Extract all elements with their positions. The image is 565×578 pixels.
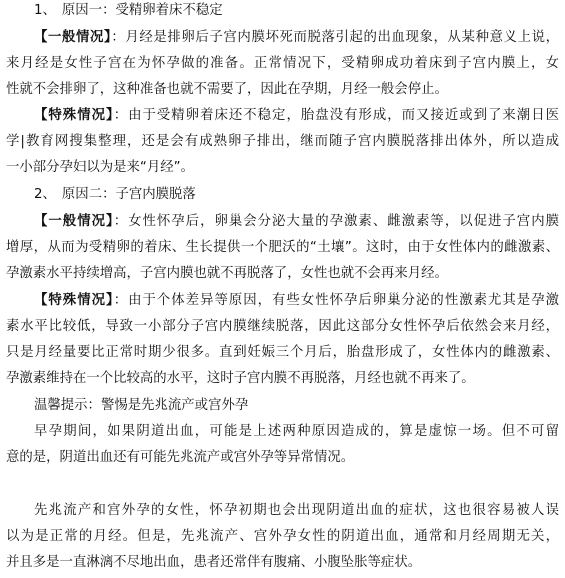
section1-heading-text: 原因一：受精卵着床不稳定 [61,3,223,18]
section1-general-label: 【一般情况】 [34,30,112,45]
section2-special-line1 [6,290,559,312]
tip-para1-line1: 早孕期间，如果阴道出血，可能是上述两种原因造成的，算是虚惊一场。但不可留 [34,424,559,439]
section2-special-line3: 只是月经量要比正常时期少很多。直到妊娠三个月后，胎盘形成了，女性体内的雌激素、 [6,345,559,360]
section2-special-line4: 孕激素维持在一个比较高的水平，这时子宫内膜不再脱落，月经也就不再来了。 [6,371,475,386]
section1-special-line1 [6,105,559,127]
section2-heading-text: 原因二：子宫内膜脱落 [61,187,196,202]
section2-general-text1: ：女性怀孕后，卵巢会分泌大量的孕激素、雌激素等，以促进子宫内膜 [113,214,559,229]
section1-special-line2: 学|教育网搜集整理，还是会有成熟卵子排出，继而随子宫内膜脱落排出体外，所以造成 [6,134,559,149]
tip-para2-line2: 以为是正常的月经。但是，先兆流产、宫外孕女性的阴道出血，通常和月经周期无关， [6,529,559,544]
tip-para2-line3: 并且多是一直淋漓不尽地出血，患者还常伴有腹痛、小腹坠胀等症状。 [6,555,422,570]
section1-heading-number: 1、 [34,3,56,18]
section1-general-line2: 来月经是女性子宫在为怀孕做的准备。正常情况下，受精卵成功着床到子宫内膜上，女 [6,56,559,71]
section2-special-label: 【特殊情况】 [34,293,114,308]
section2-special-text1: ：由于个体差异等原因，有些女性怀孕后卵巢分泌的性激素尤其是孕激 [113,293,559,308]
tip-heading: 温馨提示：警惕是先兆流产或宫外孕 [34,398,249,413]
section2-general-label: 【一般情况】 [34,214,114,229]
section2-general-line1 [6,211,559,233]
tip-para2-line1: 先兆流产和宫外孕的女性，怀孕初期也会出现阴道出血的症状，这也很容易被人误 [34,503,559,518]
section1-general-line1 [6,27,559,49]
section2-heading-number: 2、 [34,187,56,202]
section1-heading [34,0,223,22]
section1-general-line3: 性就不会排卵了，这种准备也就不需要了，因此在孕期，月经一般会停止。 [6,82,448,97]
section2-heading [34,184,196,206]
tip-para1-line2: 意的是，阴道出血还有可能先兆流产或宫外孕等异常情况。 [6,450,355,465]
section2-general-line3: 孕激素水平持续增高，子宫内膜也就不再脱落了，女性也就不会再来月经。 [6,266,448,281]
section1-special-text1: ：由于受精卵着床还不稳定，胎盘没有形成，而又接近或到了来潮日医 [113,108,559,123]
section1-general-text1: ：月经是排卵后子宫内膜坏死而脱落引起的出血现象，从某种意义上说， [111,30,559,45]
section1-special-line3: 一小部分孕妇以为是来“月经”。 [6,160,194,175]
section2-special-line2: 素水平比较低，导致一小部分子宫内膜继续脱落，因此这部分女性怀孕后依然会来月经， [6,319,559,334]
section1-special-label: 【特殊情况】 [34,108,114,123]
section2-general-line2: 增厚，从而为受精卵的着床、生长提供一个肥沃的“土壤”。这时，由于女性体内的雌激素、 [6,240,559,255]
